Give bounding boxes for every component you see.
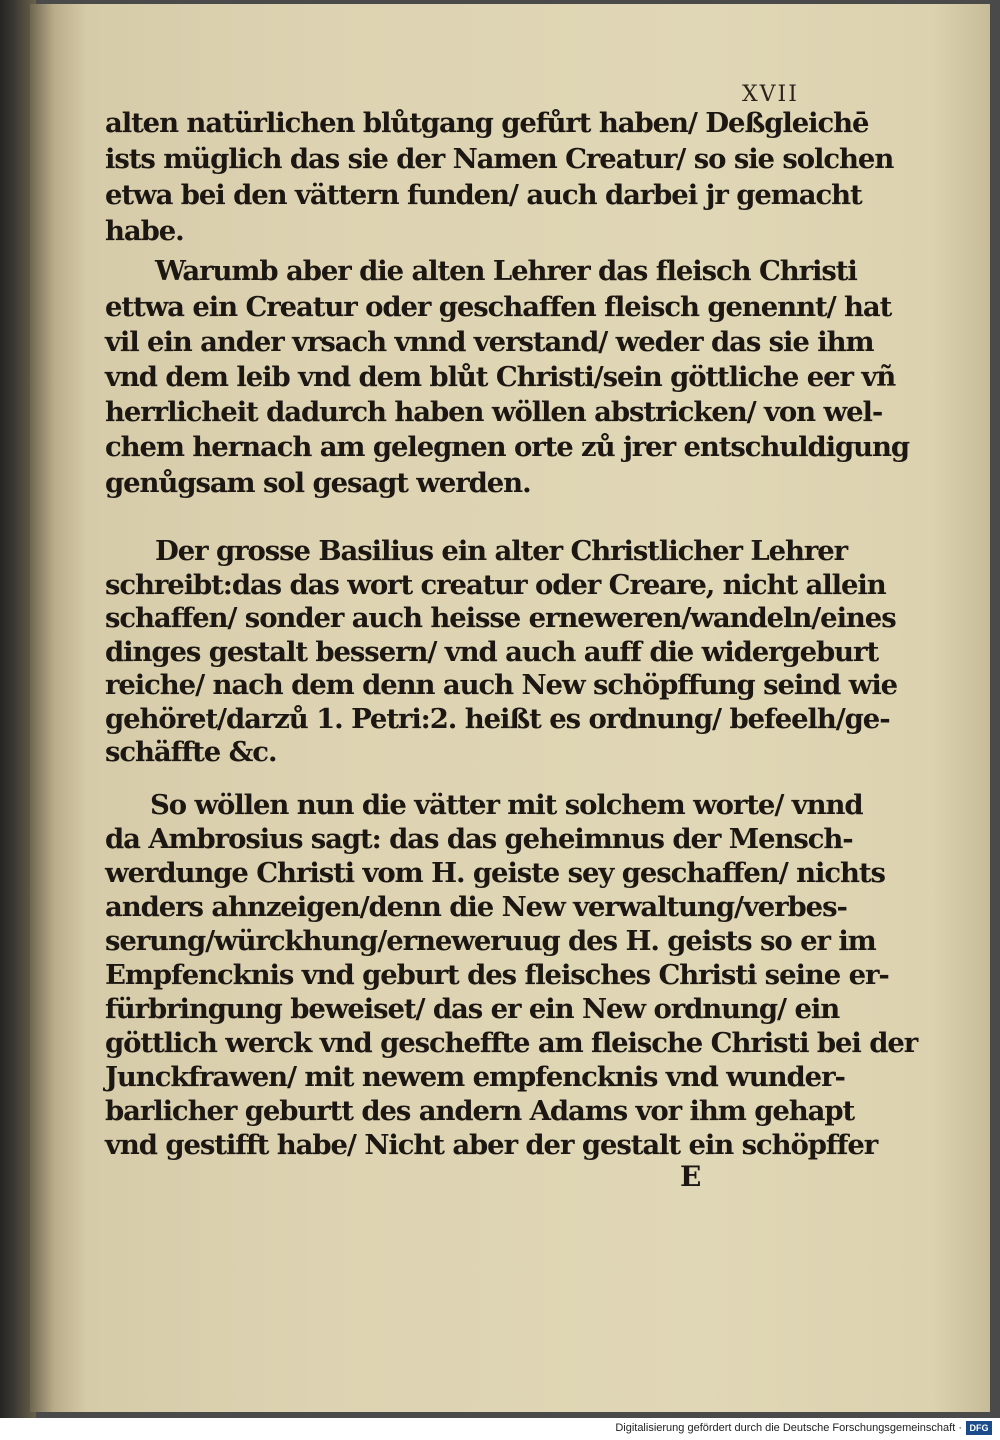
footer-bar (0, 1418, 1000, 1440)
text-line: alten natürlichen blůtgang gefůrt haben/ Deßgleichē (105, 107, 869, 139)
text-line: Empfencknis vnd geburt des fleisches Christi seine er- (105, 959, 889, 991)
text-line: anders ahnzeigen/denn die New verwaltung/verbes- (105, 891, 847, 923)
text-line: Warumb aber die alten Lehrer das fleisch Christi (155, 255, 857, 287)
catchword: E (680, 1160, 702, 1193)
text-line: Junckfrawen/ mit newem empfencknis vnd wunder- (105, 1061, 845, 1093)
book-page (30, 4, 990, 1412)
text-line: chem hernach am gelegnen orte zů jrer entschuldigung (105, 431, 910, 463)
folio-number: XVII (742, 82, 799, 107)
text-line: genůgsam sol gesagt werden. (105, 467, 531, 499)
text-line: schreibt:das das wort creatur oder Creare, nicht allein (105, 569, 886, 601)
text-line: So wöllen nun die vätter mit solchem worte/ vnnd (150, 789, 863, 821)
text-line: Der grosse Basilius ein alter Christlicher Lehrer (155, 535, 848, 567)
text-line: serung/würckhung/erneweruug des H. geists so er im (105, 925, 876, 957)
text-line: dinges gestalt bessern/ vnd auch auff die widergeburt (105, 636, 879, 668)
text-line: etwa bei den vättern funden/ auch darbei jr gemacht (105, 179, 862, 211)
text-line: ettwa ein Creatur oder geschaffen fleisch genennt/ hat (105, 291, 892, 323)
text-line: vnd gestifft habe/ Nicht aber der gestalt ein schöpffer (105, 1129, 878, 1161)
text-block (105, 4, 918, 1204)
text-line: habe. (105, 215, 184, 247)
dfg-logo-icon: DFG (966, 1421, 992, 1435)
text-line: göttlich werck vnd gescheffte am fleische Christi bei der (105, 1027, 918, 1059)
text-line: da Ambrosius sagt: das das geheimnus der Mensch- (105, 823, 853, 855)
text-line: herrlicheit dadurch haben wöllen abstricken/ von wel- (105, 396, 883, 428)
text-line: vil ein ander vrsach vnnd verstand/ weder das sie ihm (105, 326, 874, 358)
text-line: schaffen/ sonder auch heisse erneweren/wandeln/eines (105, 602, 896, 634)
text-line: gehöret/darzů 1. Petri:2. heißt es ordnung/ befeelh/ge- (105, 703, 890, 735)
text-line: werdunge Christi vom H. geiste sey geschaffen/ nichts (105, 857, 885, 889)
text-line: schäffte &c. (105, 736, 277, 768)
text-line: vnd dem leib vnd dem blůt Christi/sein göttliche eer vñ (105, 361, 896, 393)
text-line: barlicher geburtt des andern Adams vor ihm gehapt (105, 1095, 855, 1127)
text-line: ists müglich das sie der Namen Creatur/ so sie solchen (105, 143, 894, 175)
text-line: fürbringung beweiset/ das er ein New ordnung/ ein (105, 993, 840, 1025)
text-line: reiche/ nach dem denn auch New schöpffung seind wie (105, 669, 898, 701)
funding-credit: Digitalisierung gefördert durch die Deutsche Forschungsgemeinschaft · (615, 1422, 962, 1434)
